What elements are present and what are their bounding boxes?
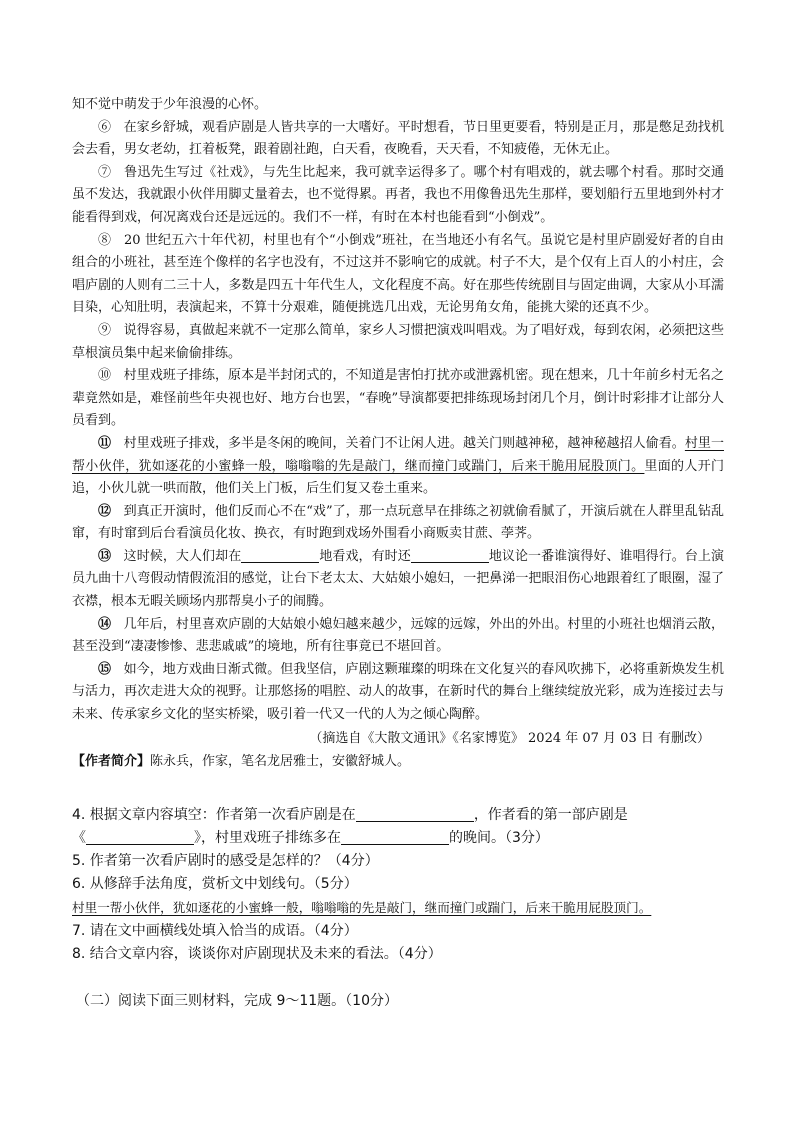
question-4 — [72, 804, 732, 850]
idiom-blank-1[interactable] — [241, 548, 319, 563]
paragraph-number: ⑭ — [98, 616, 112, 632]
paragraph-text: 村里戏班子排练，原本是半封闭式的，不知道是害怕打扰亦或泄露机密。现在想来，几十年前乡村无名之辈竟然如是，难怪前些年央视也好、地方台也罢，“春晚”导演都要把排练现场封闭几个月，倒计时彩排才让部分人员看到。 — [72, 368, 724, 429]
underlined-sentence: 村里一帮小伙伴，犹如逐花的小蜜蜂一般，嗡嗡嗡的先是敲门，继而撞门或踹门，后来干脆用屁股顶门。 — [72, 435, 724, 474]
paragraph-text: 到真正开演时，他们反而心不在“戏”了，那一点玩意早在排练之初就偷看腻了，开演后就在人群里乱钻乱窜，有时窜到后台看演员化妆、换衣，有时跑到戏场外围看小商贩卖甘蔗、荸荠。 — [72, 503, 724, 542]
idiom-blank-2[interactable] — [411, 548, 489, 563]
paragraph-14 — [72, 614, 724, 659]
paragraph-number: ⑮ — [98, 661, 112, 677]
paragraph-number: ⑥ — [98, 119, 112, 135]
paragraph-10 — [72, 365, 724, 433]
paragraph-text: 地议论一番谁演得好、谁唱得行。台上演员九曲十八弯假动情假流泪的感觉，让台下老太太、大姑娘小媳妇，一把鼻涕一把眼泪伤心地跟着红了眼圈，湿了衣襟，根本无暇关顾场内那帮臭小子的闹腾。 — [72, 548, 724, 610]
paragraph-6 — [72, 117, 724, 162]
author-intro-label: 【作者简介】 — [72, 753, 151, 769]
paragraph-number: ⑬ — [98, 548, 112, 564]
paragraph-number: ⑫ — [98, 503, 112, 519]
paragraph-8 — [72, 230, 724, 320]
question-6-quoted-sentence: 村里一帮小伙伴，犹如逐花的小蜜蜂一般，嗡嗡嗡的先是敲门，继而撞门或踹门，后来干脆用屁股顶门。 — [72, 900, 652, 915]
author-intro-text: 陈永兵，作家，笔名龙居雅士，安徽舒城人。 — [150, 753, 411, 769]
question-4-text: 《 — [72, 830, 86, 846]
paragraph-text: 在家乡舒城，观看庐剧是人皆共享的一大嗜好。平时想看，节日里更要看，特别是正月，那是憋足劲找机会去看，男女老幼，扛着板凳，跟着剧社跑，白天看，夜晚看，天天看，不知疲倦，无休无止。 — [72, 119, 724, 158]
section-heading: （二）阅读下面三则材料，完成 9～11题。（10分） — [76, 993, 398, 1009]
question-4-text: 的晚间。（3分） — [449, 830, 549, 846]
paragraph-13 — [72, 546, 724, 614]
article — [72, 94, 724, 773]
paragraph-9 — [72, 320, 724, 365]
author-intro — [72, 751, 724, 773]
question-4-text: 》，村里戏班子排练多在 — [194, 830, 341, 846]
paragraph-text: 说得容易，真做起来就不一定那么简单，家乡人习惯把演戏叫唱戏。为了唱好戏，每到农闲，必须把这些草根演员集中起来偷偷排练。 — [72, 322, 724, 361]
question-7: 7. 请在文中画横线处填入恰当的成语。（4分） — [72, 923, 358, 939]
paragraph-text: 村里戏班子排戏，多半是冬闲的晚间，关着门不让闲人进。越关门则越神秘，越神秘越招人偷看。 — [123, 435, 685, 451]
question-4-text: 4. 根据文章内容填空：作者第一次看庐剧是在 — [72, 807, 356, 823]
paragraph-number: ⑩ — [98, 368, 112, 384]
paragraph-5-end: 知不觉中萌发于少年浪漫的心怀。 — [72, 97, 268, 112]
question-6: 6. 从修辞手法角度，赏析文中划线句。（5分） — [72, 876, 358, 892]
paragraph-11 — [72, 433, 724, 501]
paragraph-text: 这时候，大人们却在 — [123, 548, 242, 564]
questions — [72, 804, 732, 966]
paragraph-number: ⑪ — [98, 435, 112, 451]
paragraph-text: 地看戏，有时还 — [319, 548, 411, 564]
paragraph-7 — [72, 162, 724, 230]
paragraph-number: ⑦ — [98, 164, 112, 180]
paragraph-number: ⑧ — [98, 232, 112, 248]
question-5: 5. 作者第一次看庐剧时的感受是怎样的？（4分） — [72, 853, 379, 869]
paragraph-12 — [72, 501, 724, 546]
paragraph-text: 20 世纪五六十年代初，村里也有个“小倒戏”班社，在当地还小有名气。虽说它是村里庐剧爱好者的自由组合的小班社，甚至连个像样的名字也没有，不过这并不影响它的成就。村子不大，是个仅有上百人的小村庄，会唱庐剧的人则有二三十人，多数是四五十年代生人，文化程度不高。好在那些传统剧目与固定曲调，大家从小耳濡目染，心知肚明，表演起来，不算十分艰难，随便挑选几出戏，无论男角女角，能挑大梁的还真不少。 — [72, 232, 724, 316]
paragraph-text: 几年后，村里喜欢庐剧的大姑娘小媳妇越来越少，远嫁的远嫁，外出的外出。村里的小班社也烟消云散，甚至没到“凄凄惨惨、悲悲戚戚”的境地，所有往事竟已不堪回首。 — [72, 616, 724, 655]
question-8: 8. 结合文章内容，谈谈你对庐剧现状及未来的看法。（4分） — [72, 946, 442, 962]
paragraph-text: 如今，地方戏曲日渐式微。但我坚信，庐剧这颗璀璨的明珠在文化复兴的春风吹拂下，必将重新焕发生机与活力，再次走进大众的视野。让那悠扬的唱腔、动人的故事，在新时代的舞台上继续绽放光彩，成为连接过去与未来、传承家乡文化的坚实桥梁，吸引着一代又一代的人为之倾心陶醉。 — [72, 661, 724, 723]
article-source: （摘选自《大散文通讯》《名家博览》 2024 年 07 月 03 日 有删改） — [309, 730, 710, 746]
answer-blank-first-opera[interactable] — [86, 830, 194, 845]
question-4-text: ，作者看的第一部庐剧是 — [473, 807, 628, 823]
paragraph-15 — [72, 659, 724, 727]
answer-blank-first-time[interactable] — [356, 807, 474, 822]
paragraph-number: ⑨ — [98, 322, 112, 338]
paragraph-text-end: 里面的人开门追，小伙儿就一哄而散，他们关上门板，后生们复又卷土重来。 — [72, 458, 724, 497]
paragraph-text: 鲁迅先生写过《社戏》，与先生比起来，我可就幸运得多了。哪个村有唱戏的，就去哪个村看。那时交通虽不发达，我就跟小伙伴用脚丈量着去，也不觉得累。再者，我也不用像鲁迅先生那样，要划船行五里地到外村才能看得到戏，何况离戏台还是远远的。我们不一样，有时在本村也能看到“小倒戏”。 — [72, 164, 724, 225]
answer-blank-rehearsal-season[interactable] — [341, 830, 449, 845]
